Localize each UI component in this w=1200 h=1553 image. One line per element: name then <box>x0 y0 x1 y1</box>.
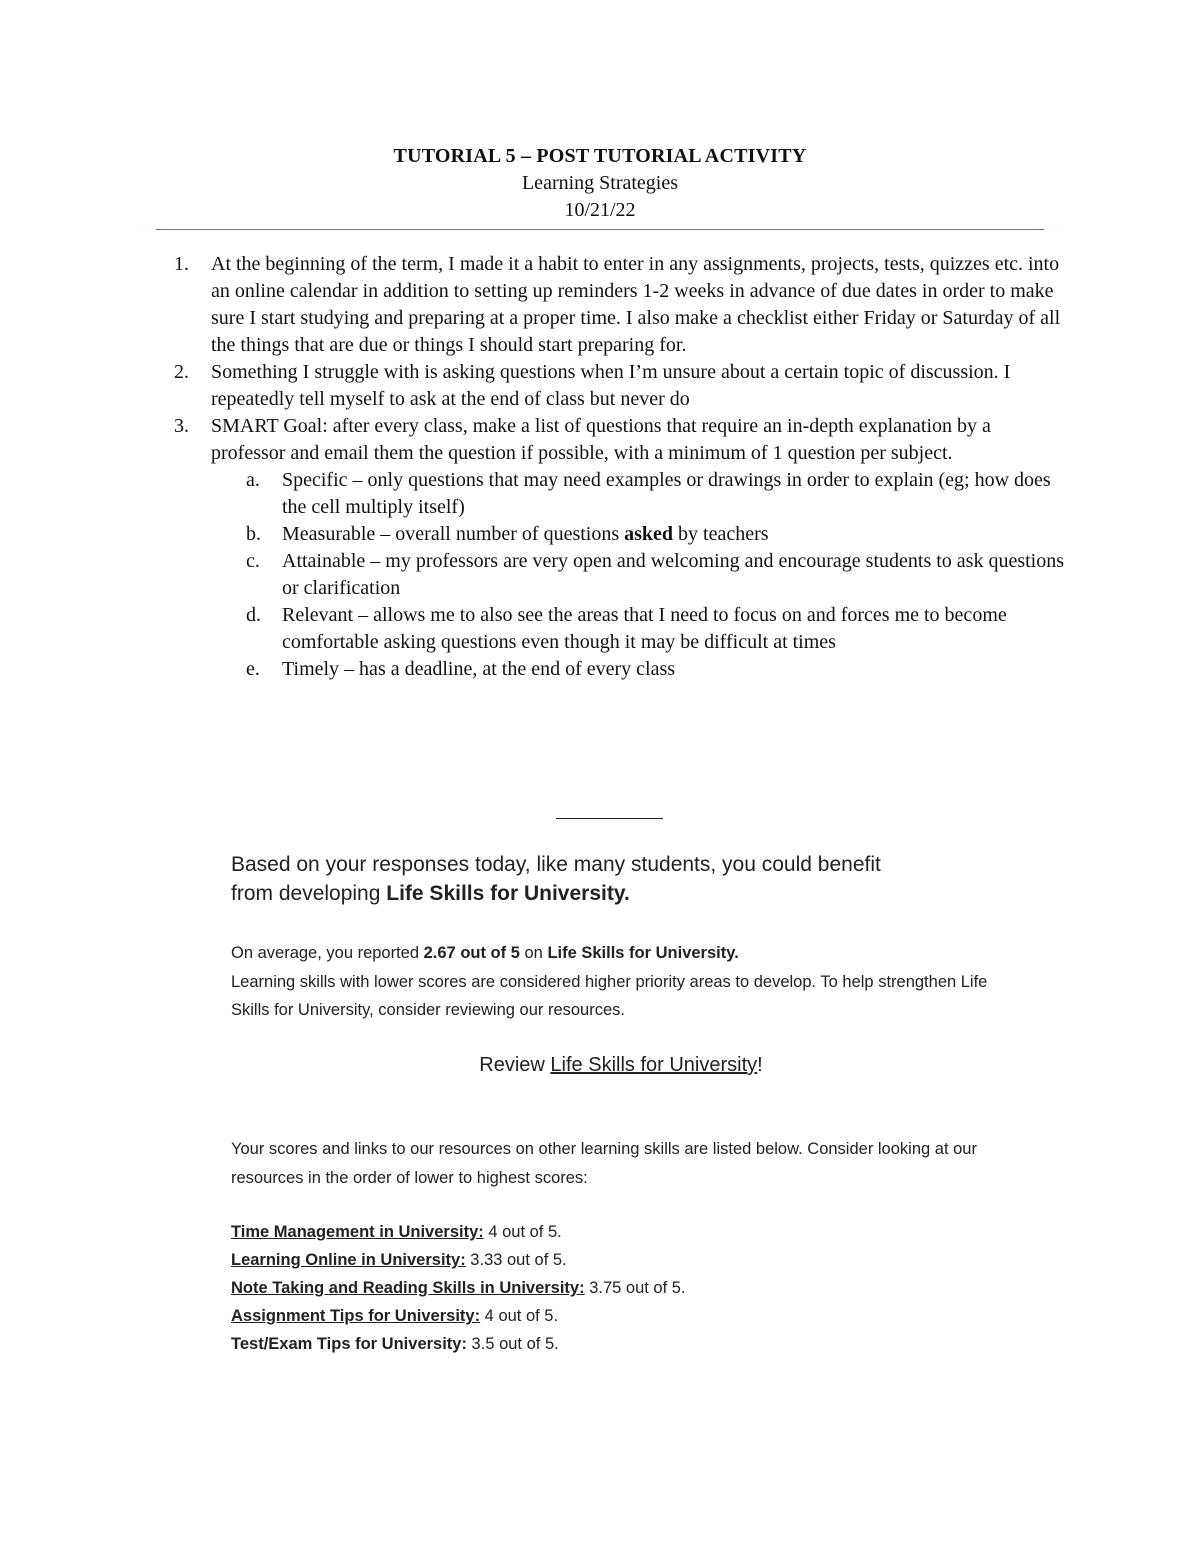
sub-list-item-text-before: Measurable – overall number of questions <box>282 523 625 545</box>
sub-list-item-text: Timely – has a deadline, at the end of every class <box>282 658 676 680</box>
score-value: 4 out of 5. <box>483 1223 562 1241</box>
score-row <box>231 1274 991 1302</box>
average-prefix: On average, you reported <box>231 944 424 962</box>
review-suffix: ! <box>757 1054 763 1076</box>
score-value: 3.33 out of 5. <box>465 1251 567 1269</box>
score-row <box>231 1330 991 1358</box>
score-skill-link[interactable]: Assignment Tips for University: <box>231 1307 481 1325</box>
sub-list-item-text: Attainable – my professors are very open and welcoming and encourage students to ask questions or clarification <box>282 550 1065 599</box>
sub-list-item-letter: d. <box>246 604 261 626</box>
review-callout <box>231 1051 1011 1079</box>
list-item-text: At the beginning of the term, I made it a habit to enter in any assignments, projects, tests, quizzes etc. into an online calendar in addition to setting up reminders 1-2 weeks in advance of due dates in order to make sure I start studying and preparing at a proper time. I also make a checklist either Friday or Saturday of all the things that are due or things I should start preparing for. <box>211 253 1061 356</box>
results-screenshot <box>231 850 991 1353</box>
sub-list-item-text: Relevant – allows me to also see the areas that I need to focus on and forces me to become comfortable asking questions even though it may be difficult at times <box>282 604 1007 653</box>
sub-list-item-letter: b. <box>246 523 261 545</box>
sub-list-item <box>156 602 1066 656</box>
sub-list-item-letter: a. <box>246 469 260 491</box>
numbered-list <box>156 251 1066 683</box>
document-header <box>0 143 1200 224</box>
sub-list-item-text: Specific – only questions that may need examples or drawings in order to explain (eg; how does the cell multiply itself) <box>282 469 1051 518</box>
sub-list-item-bold: asked <box>624 523 674 545</box>
list-item <box>156 413 1066 467</box>
average-skill: Life Skills for University. <box>547 944 739 962</box>
document-title: TUTORIAL 5 – POST TUTORIAL ACTIVITY <box>393 145 807 167</box>
results-lead <box>231 850 991 908</box>
review-link[interactable]: Life Skills for University <box>550 1054 758 1076</box>
score-value: 3.75 out of 5. <box>584 1279 686 1297</box>
average-score-block <box>231 939 991 1025</box>
document-subtitle: Learning Strategies <box>521 172 679 194</box>
list-item-number: 2. <box>174 361 189 383</box>
score-row <box>231 1218 991 1246</box>
score-row <box>231 1302 991 1330</box>
score-row <box>231 1246 991 1274</box>
score-skill-link[interactable]: Learning Online in University: <box>231 1251 466 1269</box>
scores-list <box>231 1218 991 1358</box>
section-separator <box>556 818 663 819</box>
score-value: 4 out of 5. <box>480 1307 559 1325</box>
list-item-number: 3. <box>174 415 189 437</box>
list-item-text: Something I struggle with is asking questions when I’m unsure about a certain topic of discussion. I repeatedly tell myself to ask at the end of class but never do <box>211 361 1011 410</box>
score-skill-link[interactable]: Note Taking and Reading Skills in University: <box>231 1279 585 1297</box>
results-lead-prefix: from developing <box>231 882 387 905</box>
average-score: 2.67 out of 5 <box>423 944 520 962</box>
list-item <box>156 251 1066 359</box>
list-item <box>156 359 1066 413</box>
results-lead-line2 <box>231 879 991 908</box>
header-divider <box>156 229 1044 230</box>
score-skill-link[interactable]: Test/Exam Tips for University: <box>231 1335 467 1353</box>
score-skill-link[interactable]: Time Management in University: <box>231 1223 484 1241</box>
score-value: 3.5 out of 5. <box>466 1335 559 1353</box>
review-prefix: Review <box>479 1054 551 1076</box>
sub-list-item <box>156 656 1066 683</box>
sub-list-item-letter: c. <box>246 550 260 572</box>
scores-intro: Your scores and links to our resources on other learning skills are listed below. Consider looking at our resources in the order of lower to highest scores: <box>231 1140 977 1187</box>
list-item-number: 1. <box>174 253 189 275</box>
average-score-line <box>231 939 991 968</box>
sub-list-item <box>156 467 1066 521</box>
results-lead-line1: Based on your responses today, like many students, you could benefit <box>231 853 881 876</box>
average-note: Learning skills with lower scores are considered higher priority areas to develop. To help strengthen Life Skills for University, consider reviewing our resources. <box>231 972 988 1019</box>
sub-list-item <box>156 548 1066 602</box>
document-date: 10/21/22 <box>564 199 636 221</box>
sub-list-item-letter: e. <box>246 658 260 680</box>
average-mid: on <box>519 944 548 962</box>
results-lead-skill: Life Skills for University. <box>386 882 630 905</box>
list-item-text: SMART Goal: after every class, make a list of questions that require an in-depth explanation by a professor and email them the question if possible, with a minimum of 1 question per subject. <box>211 415 991 464</box>
sub-list-item-text-after: by teachers <box>673 523 769 545</box>
sub-list-item <box>156 521 1066 548</box>
